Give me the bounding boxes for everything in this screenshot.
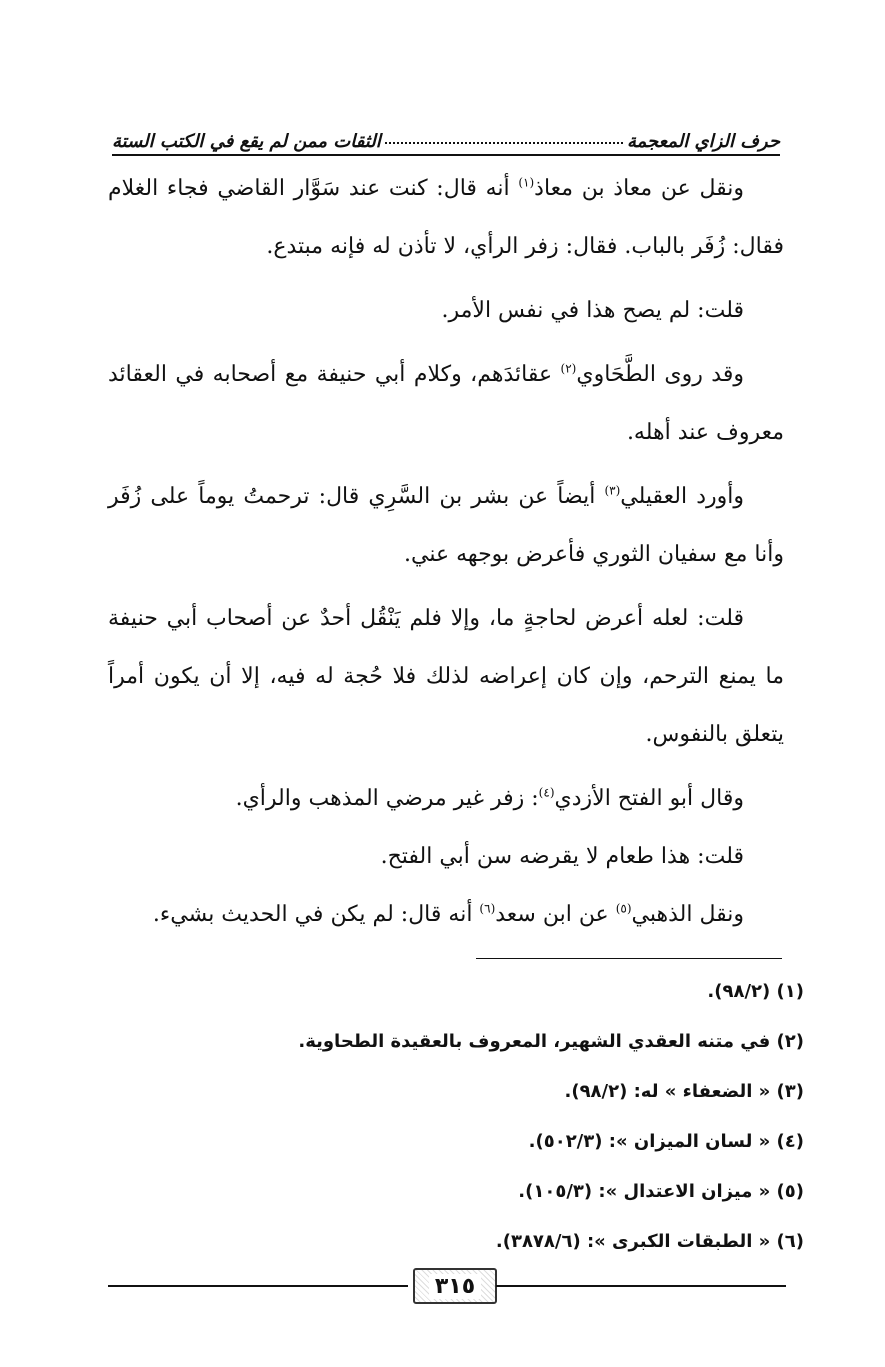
header-book-title: الثقات ممن لم يقع في الكتب الستة: [112, 131, 381, 152]
footnote-reference[interactable]: (٤): [538, 785, 555, 800]
footnote-reference[interactable]: (١): [518, 175, 535, 190]
footnote: (٢) في متنه العقدي الشهير، المعروف بالعقيدة الطحاوية.: [298, 1031, 804, 1052]
footer-rule-right: [496, 1285, 786, 1287]
footnote: (٥) « ميزان الاعتدال »: (١٠٥/٣).: [518, 1181, 804, 1202]
footnote: (١) (٩٨/٢).: [707, 981, 804, 1002]
footnote-reference[interactable]: (٥): [615, 901, 632, 916]
paragraph: وقد روى الطَّحَاوي$^{(٢)}$ عقائدَهم، وكلام أبي حنيفة مع أصحابه في العقائد معروف عند أهله.: [108, 361, 784, 445]
paragraph: قلت: لم يصح هذا في نفس الأمر.: [441, 298, 744, 323]
header-dot-leader: [385, 141, 623, 144]
paragraph: وقال أبو الفتح الأزدي$^{(٤)}$: زفر غير مرضي المذهب والرأي.: [235, 785, 744, 811]
page-footer: [108, 1266, 786, 1306]
header-chapter-title: حرف الزاي المعجمة: [626, 131, 780, 152]
body-text: [108, 160, 784, 950]
footnotes: [260, 972, 804, 1272]
paragraph: ونقل عن معاذ بن معاذ$^{(١)}$ أنه قال: كنت عند سَوَّار القاضي فجاء الغلام فقال: زُفَر بالباب. فقال: زفر الرأي، لا تأذن له فإنه مبتدع.: [108, 175, 784, 259]
footnote-separator: [476, 958, 782, 959]
footnote-reference[interactable]: (٦): [479, 901, 496, 916]
page-number-frame: [413, 1268, 497, 1304]
running-header: [112, 108, 780, 156]
footnote: (٣) « الضعفاء » له: (٩٨/٢).: [564, 1081, 804, 1102]
page-number: ٣١٥: [429, 1274, 481, 1299]
footer-rule-left: [108, 1285, 408, 1287]
paragraph: وأورد العقيلي$^{(٣)}$ أيضاً عن بشر بن السَّرِي قال: ترحمتُ يوماً على زُفَر وأنا مع سفيان الثوري فأعرض بوجهه عني.: [108, 483, 784, 567]
paragraph: قلت: لعله أعرض لحاجةٍ ما، وإلا فلم يَنْقُل أحدٌ عن أصحاب أبي حنيفة ما يمنع الترحم، وإن كان إعراضه لذلك فلا حُجة له فيه، إلا أن يكون أمراً يتعلق بالنفوس.: [108, 606, 784, 747]
paragraph: قلت: هذا طعام لا يقرضه سن أبي الفتح.: [380, 844, 744, 869]
footnote-reference[interactable]: (٢): [560, 361, 577, 376]
paragraph: ونقل الذهبي$^{(٥)}$ عن ابن سعد$^{(٦)}$ أنه قال: لم يكن في الحديث بشيء.: [152, 901, 744, 927]
footnote: (٤) « لسان الميزان »: (٥٠٢/٣).: [528, 1131, 804, 1152]
footnote-reference[interactable]: (٣): [604, 483, 621, 498]
footnote: (٦) « الطبقات الكبرى »: (٣٨٧٨/٦).: [495, 1231, 804, 1252]
